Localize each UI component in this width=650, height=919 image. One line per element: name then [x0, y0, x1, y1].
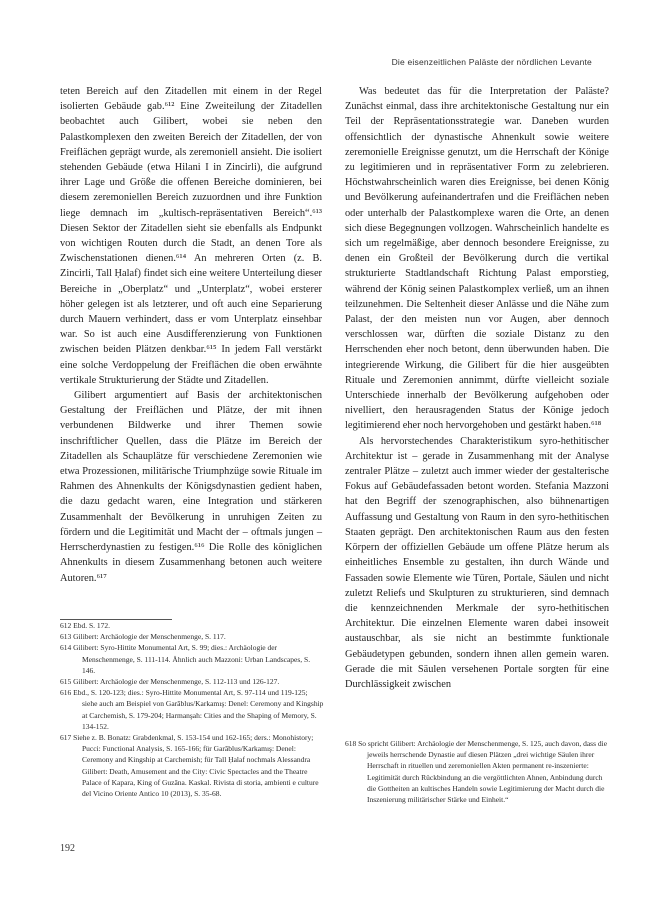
right-paragraph-1: Was bedeutet das für die Interpretation der Paläste? Zunächst einmal, dass ihre architektonische Gestaltung nur ein Teil der Repräsentationsstrategie war. Daneben wurden offensichtlich der dynastische Ahnenkult sowie weitere zeremonielle Ereignisse genutzt, um die Herrschaft der Könige zu legitimieren und in repräsentativer Form zu zelebrieren. Höchstwahrscheinlich waren dies Ereignisse, bei denen König und Bevölkerung aufeinandertrafen und die Freiflächen neben oder unterhalb der Palastkomplexe waren die Orte, an denen sich diese Begegnungen vollzogen. Wahrscheinlich handelte es sich um regelmäßige, aber dennoch besondere Ereignisse, zu denen ein Großteil der Bevölkerung durch die vertikal strukturierte Stadtlandschaft Richtung Palast emporstieg, während der König seinen Palastkomplex verließ, um an ihnen teilzunehmen. Die Seltenheit dieser Anlässe und die Nähe zum Palast, der den meisten nun vor Augen, aber dennoch verschlossen war, dürften die soziale Distanz zu den Herrschenden eher noch betont, denn überwunden haben. Die integrierende Wirkung, die Gilibert für die hier ausgeübten Rituale und Zeremonien annimmt, dürfte vielleicht soziale Unterschiede innerhalb der Bevölkerung aufgehoben oder nivelliert, den herausragenden Status der Könige jedoch legitimierend eher noch hervorgehoben und gestärkt haben.⁶¹⁸: [345, 86, 609, 432]
right-paragraph-2: Als hervorstechendes Charakteristikum syro-hethitischer Architektur ist – gerade in Zusammenhang mit der Analyse zentraler Plätze – zuletzt auch immer wieder der gestalterische Fokus auf Gebäudefassaden betont worden. Stefania Mazzoni hat den Begriff der szenographischen, also bühnenartigen Auffassung und Gestaltung von Raum in den syro-hethitischen Staaten geprägt. Den architektonischen Raum aus den festen Körpern der offiziellen Gebäude um offene Plätze herum als einheitliches Ensemble zu gestalten, ihn durch Wände und Fassaden sowie Elemente wie Türen, Portale, Säulen und nicht zuletzt Reliefs und Skulpturen zu strukturieren, sind demnach die kennzeichnenden Merkmale der syro-hethitischen Architektur. Die einzelnen Elemente waren dabei insoweit austauschbar, als sie nicht an bestimmte funktionale Gebäudetypen gebunden, sondern ihnen allen gemein waren. Gerade die mit Säulen versehenen Portale sorgten für eine Durchlässigkeit zwischen: [345, 435, 609, 690]
left-paragraph-2: Gilibert argumentiert auf Basis der architektonischen Gestaltung der Freiflächen und Plätze, der mit ihnen verbundenen Bildwerke und ihrer Themen sowie inschriftlicher Quellen, dass die Plätze im Bereich der Zitadellen als Schauplätze für verschiedene Zeremonien wie etwa Prozessionen, militärische Triumphzüge sowie Rituale im Rahmen des Ahnenkults der Königsdynastien gedient haben, die dazu gedacht waren, eine Integration und stärkeren Zusammenhalt der Bevölkerung in unruhigen Zeiten zu fördern und die Legitimität und Macht der – oftmals jungen – Herrscherdynastien zu festigen.⁶¹⁶ Die Rolle des königlichen Ahnenkults in diesem Zusammenhang betonen auch weitere Autoren.⁶¹⁷: [60, 390, 322, 584]
running-head: Die eisenzeitlichen Paläste der nördlichen Levante: [391, 57, 592, 67]
footnote-617: 617 Siehe z. B. Bonatz: Grabdenkmal, S. 153-154 und 162-165; ders.: Monohistory; Pucci: Functional Analysis, S. 165-166; für Garāblus/Karkamış: Denel: Ceremony and Kingship at Carchemish; für Tall Ḥalaf nochmals Alessandra Gilibert: Death, Amusement and the City: Civic Spectacles and the Theatre Palace of Kapara, King of Guzāna. Kaskal. Rivista di storia, ambienti e culture del Vicino Oriente Antico 10 (2013), S. 35-68.: [60, 733, 319, 799]
footnote-616: 616 Ebd., S. 120-123; dies.: Syro-Hittite Monumental Art, S. 97-114 und 119-125; siehe auch am Beispiel von Garāblus/Karkamış: Denel: Ceremony and Kingship at Carchemish, S. 179-204; Harmanşah: Cities and the Shaping of Memory, S. 134-152.: [60, 688, 324, 731]
footnote-614: 614 Gilibert: Syro-Hittite Monumental Art, S. 99; dies.: Archäologie der Menschenmenge, S. 111-114. Ähnlich auch Mazzoni: Urban Landscapes, S. 146.: [60, 643, 311, 675]
left-column: [60, 84, 322, 586]
footnotes-left: [60, 619, 324, 799]
footnote-612: 612 Ebd. S. 172.: [60, 621, 111, 630]
footnotes-right: [345, 738, 609, 805]
footnote-615: 615 Gilibert: Archäologie der Menschenmenge, S. 112-113 und 126-127.: [60, 677, 280, 687]
footnote-613: 613 Gilibert: Archäologie der Menschenmenge, S. 117.: [60, 632, 226, 642]
left-paragraph-1: teten Bereich auf den Zitadellen mit einem in der Regel isolierten Gebäude gab.⁶¹² Eine Zweiteilung der Zitadellen beobachtet auch Gilibert, wobei sie neben den Palastkomplexen den zweiten Bereich der Zitadellen, der von Freiflächen geprägt wurde, als zeremoniell ansieht. Die isoliert stehenden Gebäude (etwa Hilani I in Zincirli), die aufgrund ihrer Lage und Größe die offenen Bereiche dominieren, bei diesem zeremoniellen Bereich zuzuordnen und ihre Funktion liege demnach im „kultisch-repräsentativen Bereich“.⁶¹³ Diesen Sektor der Zitadellen sieht sie ebenfalls als Endpunkt von wichtigen Routen durch die Stadt, an denen Tore als Zwischenstationen dienen.⁶¹⁴ An mehreren Orten (z. B. Zincirli, Tall Ḥalaf) findet sich eine weitere Unterteilung dieser Bereiche in „Oberplatz“ und „Unterplatz“, wobei ersterer höher gelegen ist als letzterer, und oft auch eine Separierung durch Mauern verhindert, dass er vom Unterplatz einsehbar war. So ist auch eine Ausdifferenzierung von Funktionen zwischen beiden Plätzen denkbar.⁶¹⁵ In jedem Fall verstärkt eine solche Verdoppelung der Freiflächen die oben erwähnte vertikale Strukturierung der Städte und Zitadellen.: [60, 86, 322, 386]
page-number: 192: [60, 843, 75, 854]
right-column: [345, 84, 609, 692]
footnote-618: 618 So spricht Gilibert: Archäologie der Menschenmenge, S. 125, auch davon, dass die jeweils herrschende Dynastie auf diesen Plätzen „drei wichtige Säulen ihrer Herrschaft in rituellen und zeremoniellen Akten permanent re-inszenierte: Legitimität durch Rückbindung an die vergöttlichten Ahnen, Anbindung durch die Gottheiten an kultisches Handeln sowie Legitimierung der Macht durch die Inszenierung militärischer Stärke und Einheit.“: [345, 739, 608, 805]
